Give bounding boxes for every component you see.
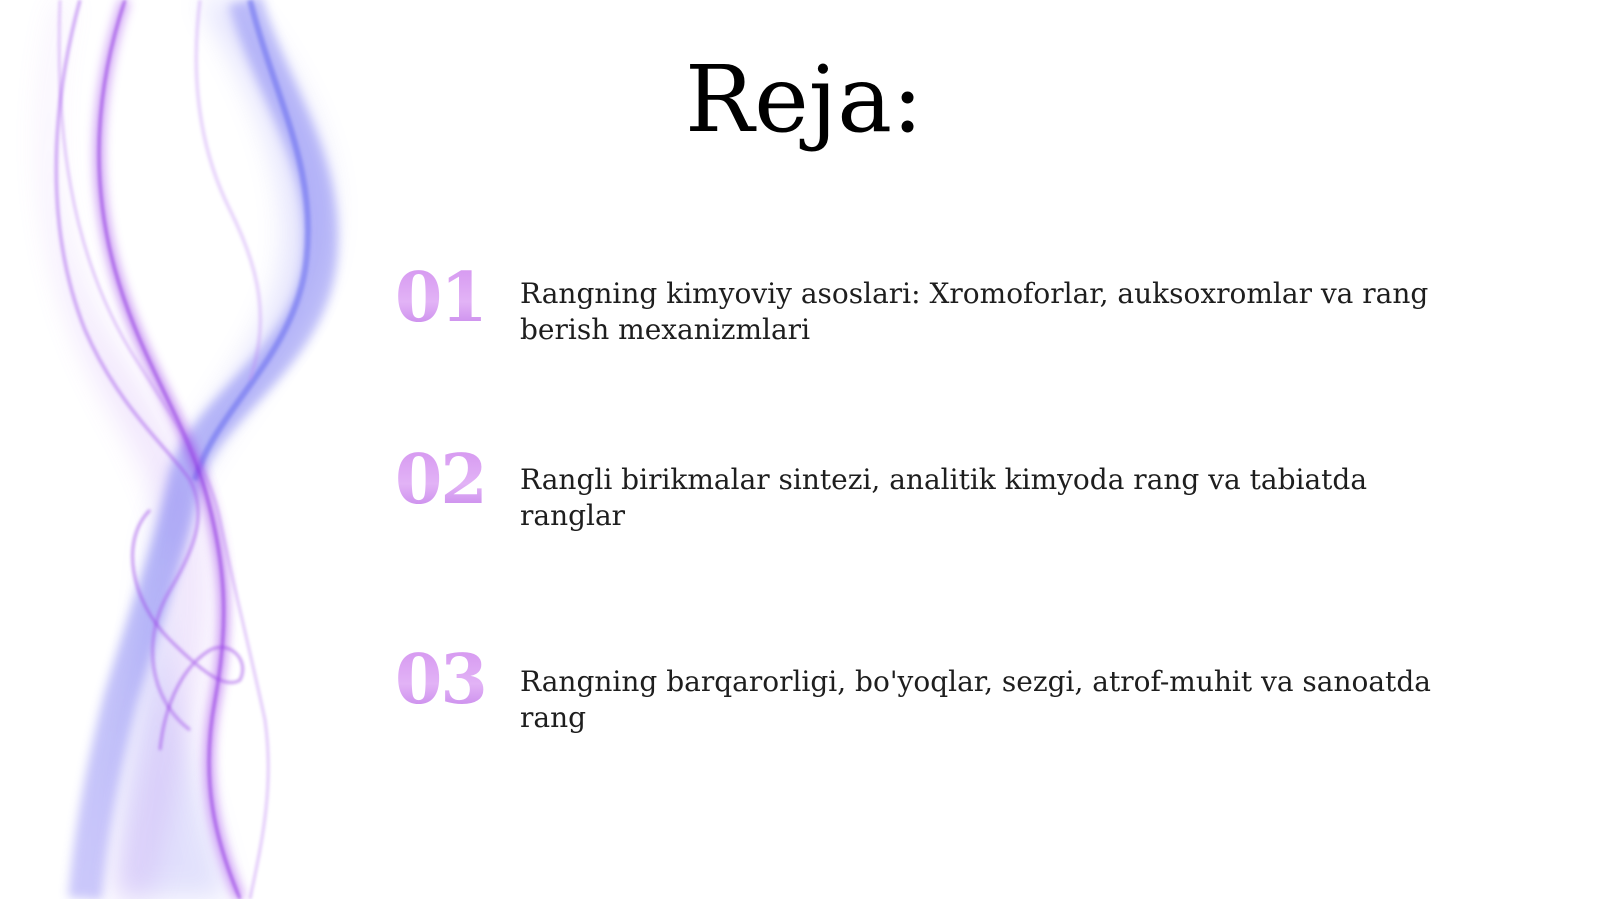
- agenda-item-text: Rangning barqarorligi, bo'yoqlar, sezgi, atrof-muhit va sanoatda rang: [520, 665, 1431, 734]
- agenda-item-number: 01: [395, 258, 486, 338]
- agenda-item-number: 03: [395, 640, 486, 720]
- agenda-item-number: 02: [395, 440, 486, 520]
- agenda-item-text: Rangning kimyoviy asoslari: Xromoforlar, auksoxromlar va rang berish mexanizmlari: [520, 277, 1429, 346]
- agenda-item: [395, 258, 1475, 368]
- slide-title: Reja:: [684, 46, 924, 153]
- agenda-item: [395, 440, 1475, 550]
- agenda-item: [395, 640, 1475, 750]
- agenda-item-text: Rangli birikmalar sintezi, analitik kimyoda rang va tabiatda ranglar: [520, 463, 1368, 532]
